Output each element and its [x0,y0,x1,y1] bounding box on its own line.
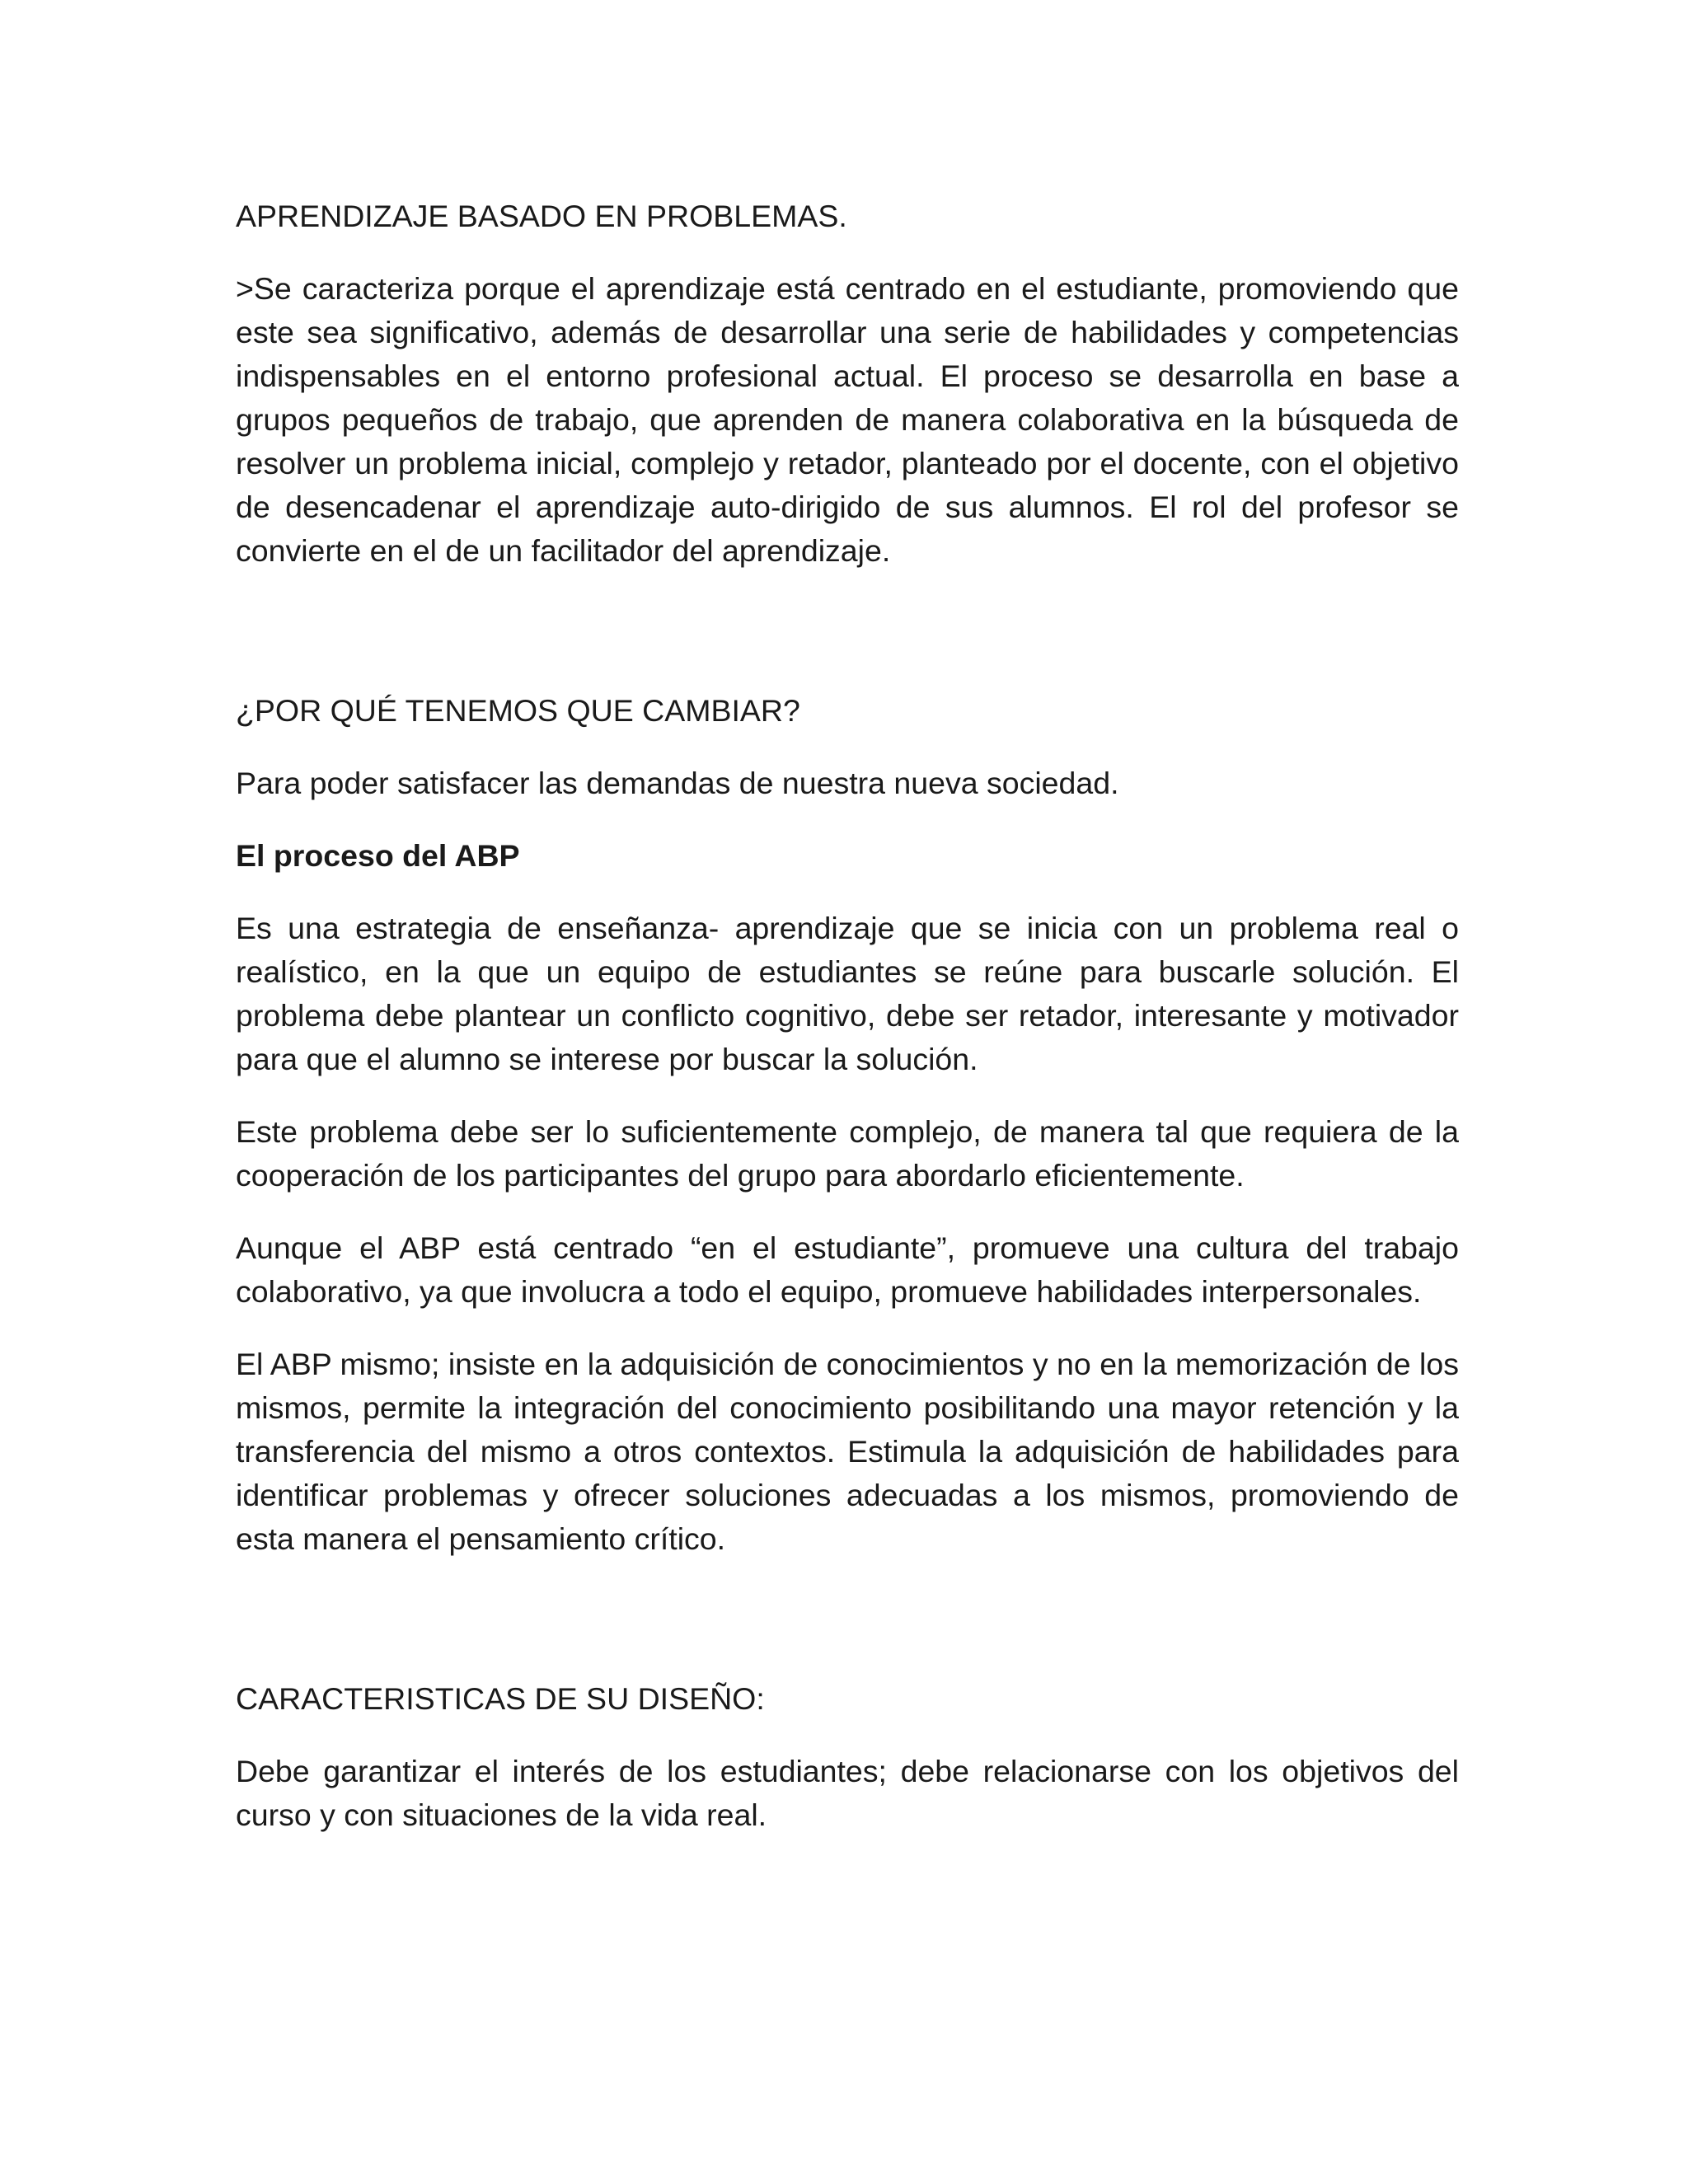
process-paragraph-3: Aunque el ABP está centrado “en el estudiante”, promueve una cultura del trabajo colaborativo, ya que involucra a todo el equipo, promueve habilidades interpersonales. [236,1230,1459,1309]
process-paragraph-4: El ABP mismo; insiste en la adquisición de conocimientos y no en la memorización de los mismos, permite la integración del conocimiento posibilitando una mayor retención y la transferencia del mismo a otros contextos. Estimula la adquisición de habilidades para identificar problemas y ofrecer soluciones adecuadas a los mismos, promoviendo de esta manera el pensamiento crítico. [236,1347,1459,1556]
design-heading: CARACTERISTICAS DE SU DISEÑO: [236,1681,765,1716]
section-spacer [236,1590,1459,1677]
document-title: APRENDIZAJE BASADO EN PROBLEMAS. [236,199,847,233]
document-body [236,194,1459,1866]
process-paragraph-2: Este problema debe ser lo suficientemente complejo, de manera tal que requiera de la cooperación de los participantes del grupo para abordarlo eficientemente. [236,1114,1459,1193]
intro-paragraph: >Se caracteriza porque el aprendizaje está centrado en el estudiante, promoviendo que este sea significativo, además de desarrollar una serie de habilidades y competencias indispensables en el entorno profesional actual. El proceso se desarrolla en base a grupos pequeños de trabajo, que aprenden de manera colaborativa en la búsqueda de resolver un problema inicial, complejo y retador, planteado por el docente, con el objetivo de desencadenar el aprendizaje auto-dirigido de sus alumnos. El rol del profesor se convierte en el de un facilitador del aprendizaje. [236,271,1459,568]
process-heading: El proceso del ABP [236,838,520,873]
design-paragraph: Debe garantizar el interés de los estudiantes; debe relacionarse con los objetivos del curso y con situaciones de la vida real. [236,1754,1459,1832]
section-spacer [236,602,1459,689]
process-paragraph-1: Es una estrategia de enseñanza- aprendizaje que se inicia con un problema real o realístico, en la que un equipo de estudiantes se reúne para buscarle solución. El problema debe plantear un conflicto cognitivo, debe ser retador, interesante y motivador para que el alumno se interese por buscar la solución. [236,911,1459,1076]
why-heading: ¿POR QUÉ TENEMOS QUE CAMBIAR? [236,693,800,728]
why-answer: Para poder satisfacer las demandas de nuestra nueva sociedad. [236,766,1119,800]
